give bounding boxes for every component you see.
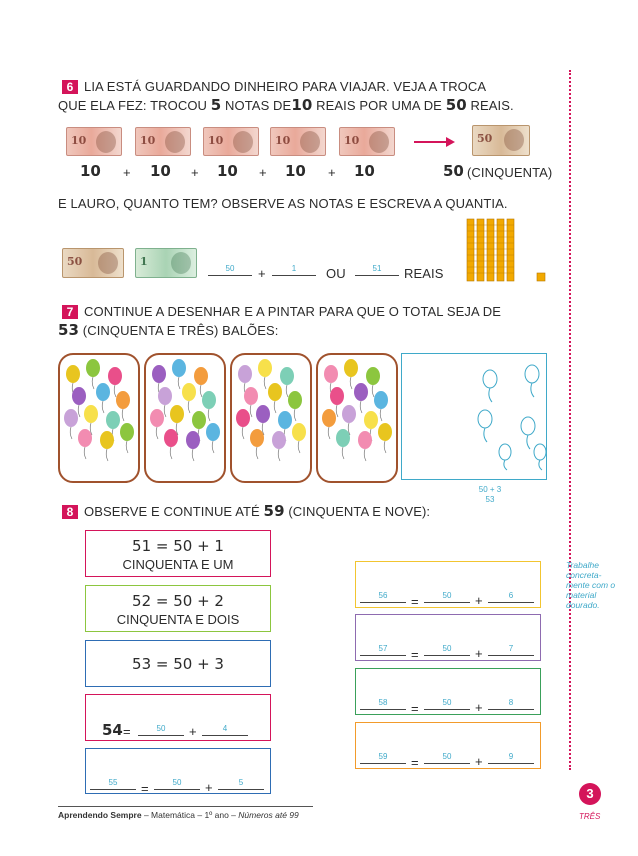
- bill-value: 10: [354, 162, 375, 180]
- exercise-number-7: 7: [62, 305, 78, 319]
- equals-sign: =: [141, 781, 149, 796]
- balloon: [120, 423, 134, 441]
- balloon-string: [156, 427, 158, 439]
- balloon: [324, 365, 338, 383]
- balloon: [292, 423, 306, 441]
- equation-box-59[interactable]: [355, 722, 541, 769]
- balloon: [186, 431, 200, 449]
- balloon: [236, 409, 250, 427]
- section6-line2: QUE ELA FEZ: TROCOU 5 NOTAS DE10 REAIS POR UMA DE 50 REAIS.: [58, 96, 514, 114]
- balloon: [106, 411, 120, 429]
- answer-blank[interactable]: 50: [208, 263, 252, 276]
- exercise-number-6: 6: [62, 80, 78, 94]
- answer-blank[interactable]: 1: [272, 263, 316, 276]
- balloon-string: [188, 401, 190, 413]
- equation-54-left: 54: [102, 721, 123, 739]
- balloon: [100, 431, 114, 449]
- equals-sign: =: [123, 724, 131, 739]
- balloon-string: [342, 447, 344, 459]
- plus-sign: +: [258, 266, 266, 281]
- balloon: [354, 383, 368, 401]
- answer-blank[interactable]: 50: [424, 697, 470, 710]
- equation-box-58[interactable]: [355, 668, 541, 715]
- balloon-string: [92, 377, 94, 389]
- balloon-string: [70, 427, 72, 439]
- equals-sign: =: [411, 594, 419, 609]
- answer-blank[interactable]: 59: [360, 751, 406, 764]
- balloon-string: [298, 441, 300, 453]
- equals-sign: =: [411, 647, 419, 662]
- balloon-string: [384, 441, 386, 453]
- balloon-string: [364, 449, 366, 461]
- answer-blank[interactable]: 6: [488, 590, 534, 603]
- arrow-right-icon: [412, 134, 456, 150]
- balloon-string: [380, 409, 382, 421]
- balloon-string: [256, 447, 258, 459]
- bill-value: 10: [80, 162, 101, 180]
- balloon: [256, 405, 270, 423]
- answer-blank[interactable]: 50: [138, 723, 184, 736]
- answer-blank[interactable]: 56: [360, 590, 406, 603]
- answer-blank[interactable]: 50: [154, 777, 200, 790]
- words-51: CINQUENTA E UM: [122, 557, 234, 572]
- plus-sign: +: [475, 593, 483, 608]
- balloon-string: [274, 401, 276, 413]
- balloon-string: [102, 401, 104, 413]
- balloon-answer-line1: 50 + 3: [478, 485, 502, 494]
- fifty-reais-bill: 50: [472, 125, 530, 156]
- ten-reais-bill: 10: [339, 127, 395, 156]
- balloon: [78, 429, 92, 447]
- balloon-string: [78, 405, 80, 417]
- answer-blank[interactable]: 50: [424, 751, 470, 764]
- balloon: [358, 431, 372, 449]
- answer-blank[interactable]: 57: [360, 643, 406, 656]
- bill-value: 10: [217, 162, 238, 180]
- reais-text: REAIS: [404, 266, 444, 281]
- balloon: [206, 423, 220, 441]
- equation-box-54[interactable]: [85, 694, 271, 741]
- result-value: 50: [443, 162, 464, 180]
- balloon-string: [286, 385, 288, 397]
- exercise-number-8: 8: [62, 505, 78, 519]
- balloon: [342, 405, 356, 423]
- page-number-word: TRÊS: [579, 812, 601, 821]
- balloon-string: [264, 377, 266, 389]
- balloon: [330, 387, 344, 405]
- equation-box-53: [85, 640, 271, 687]
- result-text: (CINQUENTA): [467, 165, 553, 180]
- balloon: [378, 423, 392, 441]
- answer-blank[interactable]: 9: [488, 751, 534, 764]
- balloon: [250, 429, 264, 447]
- answer-blank[interactable]: 4: [202, 723, 248, 736]
- balloon: [64, 409, 78, 427]
- balloon: [96, 383, 110, 401]
- equals-sign: =: [411, 755, 419, 770]
- balloon: [108, 367, 122, 385]
- footer-text: Aprendendo Sempre – Matemática – 1º ano – Números até 99: [58, 810, 299, 820]
- balloon: [152, 365, 166, 383]
- bill-value: 10: [150, 162, 171, 180]
- balloon: [238, 365, 252, 383]
- balloon-string: [114, 385, 116, 397]
- section8-intro: OBSERVE E CONTINUE ATÉ 59 (CINQUENTA E NOVE):: [84, 502, 431, 520]
- balloon-string: [170, 447, 172, 459]
- teacher-side-note: Trabalhe concreta- mente com o material dourado.: [566, 560, 616, 610]
- balloon-string: [84, 447, 86, 459]
- balloon-string: [192, 449, 194, 461]
- balloon: [336, 429, 350, 447]
- balloon-string: [126, 441, 128, 453]
- balloon: [272, 431, 286, 449]
- base-ten-blocks-icon: [465, 215, 555, 285]
- answer-blank[interactable]: 5: [218, 777, 264, 790]
- balloon: [202, 391, 216, 409]
- balloon: [278, 411, 292, 429]
- balloon: [374, 391, 388, 409]
- equation-51: 51 = 50 + 1: [132, 537, 224, 555]
- plus-sign: +: [475, 646, 483, 661]
- section6-line1: LIA ESTÁ GUARDANDO DINHEIRO PARA VIAJAR. VEJA A TROCA: [84, 79, 487, 94]
- balloon-string: [372, 385, 374, 397]
- equation-box-51: [85, 530, 271, 577]
- answer-blank[interactable]: 50: [424, 643, 470, 656]
- plus-sign: +: [191, 165, 199, 180]
- balloon: [182, 383, 196, 401]
- answer-blank[interactable]: 8: [488, 697, 534, 710]
- balloon-string: [250, 405, 252, 417]
- balloon: [86, 359, 100, 377]
- balloon-string: [336, 405, 338, 417]
- plus-sign: +: [475, 700, 483, 715]
- equation-52: 52 = 50 + 2: [132, 592, 224, 610]
- dotted-margin-line: [569, 70, 571, 770]
- balloon-answer-line2: 53: [485, 495, 495, 504]
- ten-reais-bill: 10: [270, 127, 326, 156]
- fifty-reais-bill: 50: [62, 248, 124, 278]
- footer-rule: [58, 806, 313, 807]
- drawn-balloons: [470, 364, 550, 484]
- words-52: CINQUENTA E DOIS: [116, 612, 240, 627]
- balloon: [158, 387, 172, 405]
- plus-sign: +: [259, 165, 267, 180]
- balloon: [194, 367, 208, 385]
- balloon-string: [164, 405, 166, 417]
- balloon-string: [242, 427, 244, 439]
- or-text: OU: [326, 266, 346, 281]
- balloon-string: [350, 377, 352, 389]
- lauro-question: E LAURO, QUANTO TEM? OBSERVE AS NOTAS E ESCREVA A QUANTIA.: [58, 196, 508, 211]
- balloon: [192, 411, 206, 429]
- equation-53: 53 = 50 + 3: [132, 655, 224, 673]
- plus-sign: +: [189, 724, 197, 739]
- equation-box-55[interactable]: [85, 748, 271, 794]
- balloon: [116, 391, 130, 409]
- balloon-string: [122, 409, 124, 421]
- section7-line1: CONTINUE A DESENHAR E A PINTAR PARA QUE O TOTAL SEJA DE: [84, 304, 502, 319]
- balloon-string: [178, 377, 180, 389]
- ten-reais-bill: 10: [135, 127, 191, 156]
- plus-sign: +: [475, 754, 483, 769]
- balloon: [258, 359, 272, 377]
- balloon: [288, 391, 302, 409]
- balloon: [244, 387, 258, 405]
- answer-blank[interactable]: 50: [424, 590, 470, 603]
- bill-value: 10: [285, 162, 306, 180]
- balloon: [172, 359, 186, 377]
- equation-box-56[interactable]: [355, 561, 541, 608]
- ten-reais-bill: 10: [203, 127, 259, 156]
- balloon-string: [208, 409, 210, 421]
- equation-box-52: [85, 585, 271, 632]
- balloon-string: [200, 385, 202, 397]
- balloon-string: [360, 401, 362, 413]
- balloon: [322, 409, 336, 427]
- balloon-string: [212, 441, 214, 453]
- balloon: [84, 405, 98, 423]
- balloon: [164, 429, 178, 447]
- answer-blank[interactable]: 51: [355, 263, 399, 276]
- balloon-string: [106, 449, 108, 461]
- balloon: [344, 359, 358, 377]
- balloon: [72, 387, 86, 405]
- section7-line2: 53 (CINQUENTA E TRÊS) BALÕES:: [58, 321, 279, 339]
- balloon: [280, 367, 294, 385]
- balloon: [268, 383, 282, 401]
- balloon: [66, 365, 80, 383]
- equation-box-57[interactable]: [355, 614, 541, 661]
- balloon: [366, 367, 380, 385]
- answer-blank[interactable]: 58: [360, 697, 406, 710]
- balloon-string: [278, 449, 280, 461]
- balloon-string: [328, 427, 330, 439]
- plus-sign: +: [123, 165, 131, 180]
- balloon: [150, 409, 164, 427]
- answer-blank[interactable]: 7: [488, 643, 534, 656]
- balloon: [170, 405, 184, 423]
- ten-reais-bill: 10: [66, 127, 122, 156]
- plus-sign: +: [205, 780, 213, 795]
- page-number: 3: [579, 783, 601, 805]
- balloon: [364, 411, 378, 429]
- plus-sign: +: [328, 165, 336, 180]
- balloon-string: [294, 409, 296, 421]
- answer-blank[interactable]: 55: [90, 777, 136, 790]
- equals-sign: =: [411, 701, 419, 716]
- one-real-bill: 1: [135, 248, 197, 278]
